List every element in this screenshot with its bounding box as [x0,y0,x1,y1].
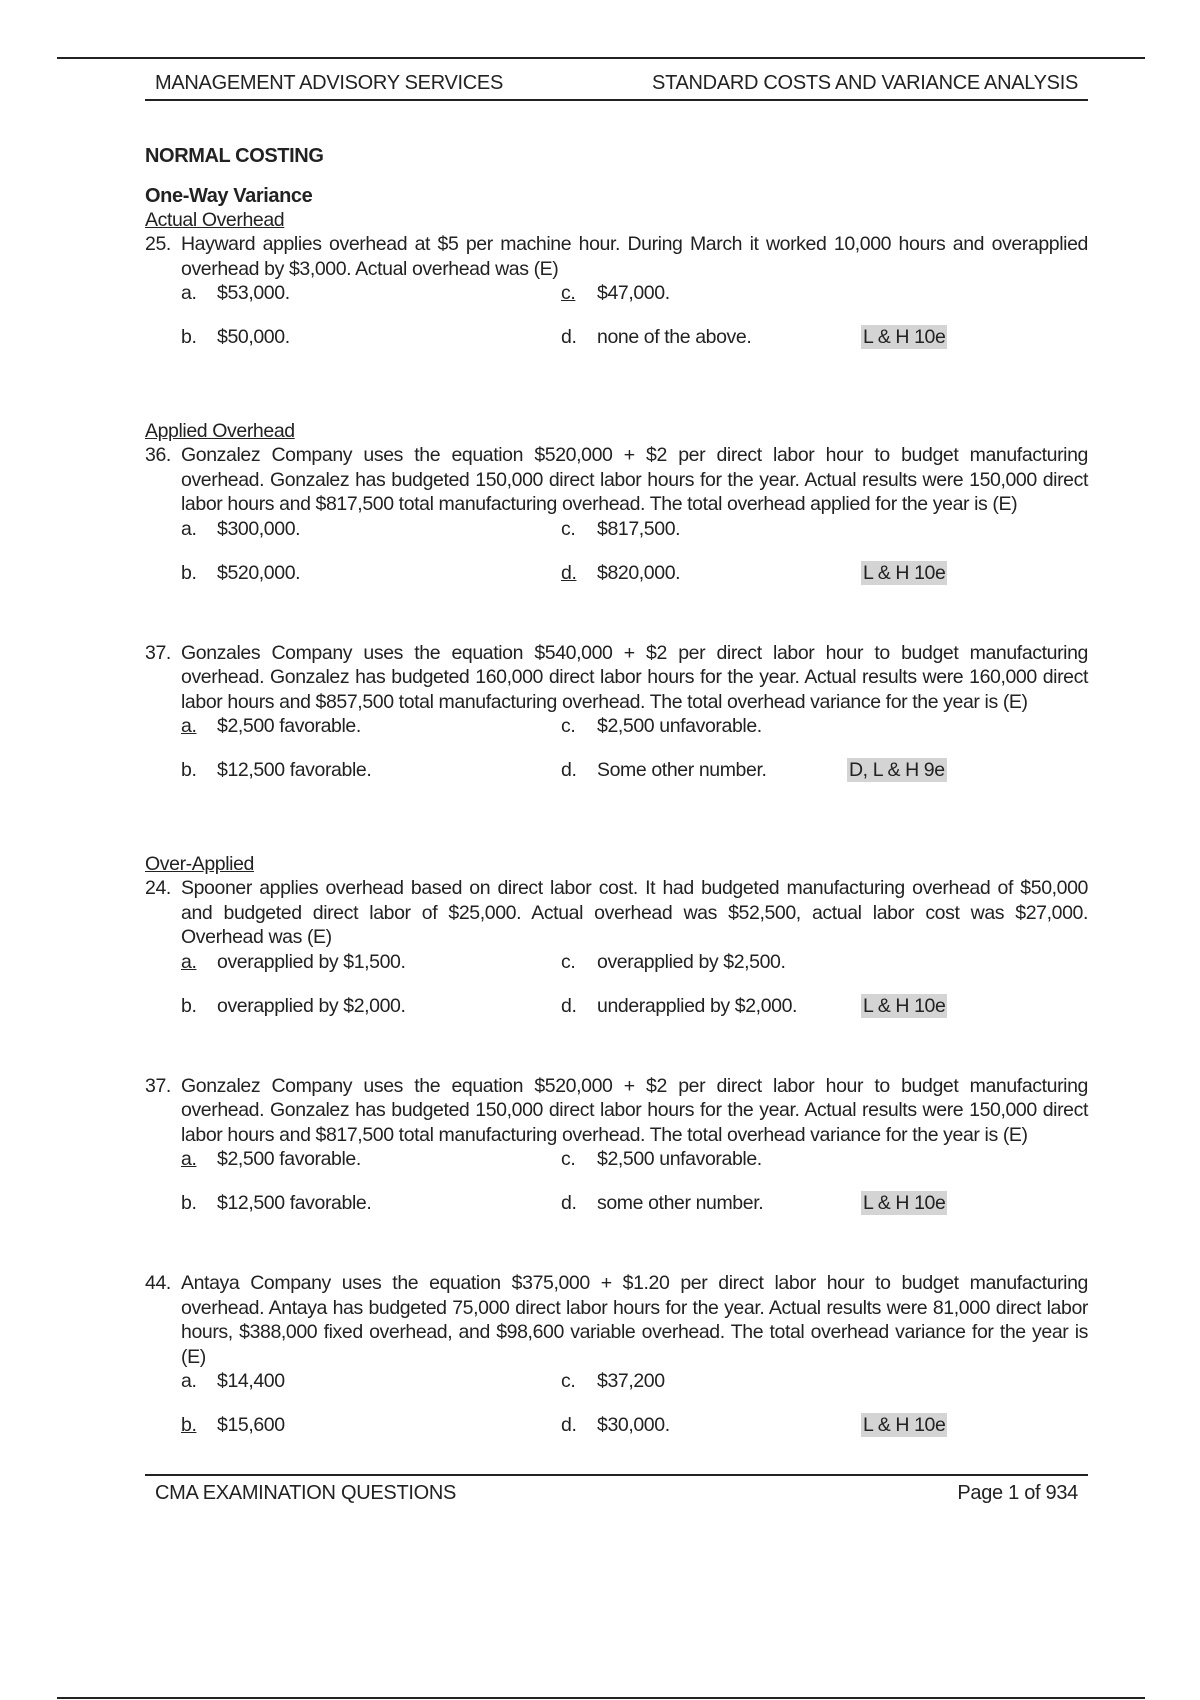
choice-text: $2,500 favorable. [217,1148,361,1170]
choice-a [181,281,561,305]
source-badge: D, L & H 9e [849,759,945,781]
choices [181,714,1088,782]
choice-letter: c. [561,1370,576,1392]
choice-letter: d. [561,326,577,348]
choice-text: underapplied by $2,000. [597,994,798,1017]
choice-letter-correct: b. [181,1414,197,1436]
page-header [145,72,1088,101]
choice-text: overapplied by $2,500. [597,950,786,973]
choice-letter: c. [561,715,576,737]
choice-b [181,1191,561,1215]
choice-text: none of the above. [597,326,752,348]
choices [181,1369,1088,1437]
choice-d [561,325,861,349]
question-text: Hayward applies overhead at $5 per machine hour. During March it worked 10,000 hours and overapplied overhead by $3,000. Actual overhead was (E) [181,233,1088,280]
choice-text: some other number. [597,1192,764,1214]
choice-b [181,1413,561,1437]
question-number: 37. [145,1074,171,1097]
choice-a [181,1369,561,1393]
topic-over-applied: Over-Applied [145,853,255,875]
question [145,232,1088,281]
choice-letter: a. [181,517,197,540]
choices [181,281,1088,349]
choice-letter: c. [561,517,576,540]
question [145,876,1088,950]
question-block [145,876,1088,1018]
bottom-rule [57,1697,1145,1699]
choice-text: $12,500 favorable. [217,1192,372,1214]
choice-letter: d. [561,994,577,1017]
choice-b [181,325,561,349]
choice-text: $820,000. [597,561,681,584]
question-text: Gonzalez Company uses the equation $520,000 + $2 per direct labor hour to budget manufacturing overhead. Gonzalez has budgeted 150,000 direct labor hours for the year. Actual results were 150,000 direct labor hours and $817,500 total manufacturing overhead. The total overhead applied for the year is (E) [181,444,1088,515]
choice-text: $47,000. [597,282,670,304]
choices [181,517,1088,585]
choice-letter-correct: d. [561,561,577,584]
choice-c [561,1147,861,1171]
choice-letter: c. [561,950,576,973]
choice-text: $520,000. [217,561,301,584]
choice-letter: d. [561,1414,577,1436]
choice-text: $2,500 favorable. [217,715,361,737]
choice-letter: b. [181,326,197,348]
choice-b [181,994,561,1018]
source-badge: L & H 10e [863,994,946,1017]
source-badge: L & H 10e [863,326,946,348]
choice-letter-correct: c. [561,282,576,304]
question-block [145,1074,1088,1216]
choice-letter: b. [181,994,197,1017]
choice-c [561,517,861,541]
choice-text: $50,000. [217,326,290,348]
choice-c [561,281,861,305]
choice-a [181,950,561,974]
choice-a [181,517,561,541]
question [145,443,1088,517]
choice-text: $2,500 unfavorable. [597,715,762,737]
choice-letter: a. [181,282,197,304]
page-content [145,145,1088,1437]
choice-text: $37,200 [597,1370,665,1392]
source-badge: L & H 10e [863,1414,946,1436]
question [145,1074,1088,1148]
question-text: Antaya Company uses the equation $375,000 + $1.20 per direct labor hour to budget manufacturing overhead. Antaya has budgeted 75,000 direct labor hours for the year. Actual results were 81,000 direct labor hours, $388,000 fixed overhead, and $98,600 variable overhead. The total overhead variance for the year is (E) [181,1272,1088,1368]
choice-text: $12,500 favorable. [217,759,372,781]
question [145,1271,1088,1369]
choice-c [561,714,861,738]
choice-d [561,561,861,585]
choice-letter-correct: a. [181,715,197,737]
choice-text: overapplied by $1,500. [217,950,406,973]
choice-text: overapplied by $2,000. [217,994,406,1017]
page-number: Page 1 of 934 [957,1482,1078,1504]
question-number: 44. [145,1272,171,1294]
choice-text: $14,400 [217,1370,285,1392]
topic-applied-overhead: Applied Overhead [145,420,295,442]
subsection-title: One-Way Variance [145,185,313,207]
choice-d [561,1191,861,1215]
choice-d [561,994,861,1018]
section-title: NORMAL COSTING [145,145,324,167]
source-badge: L & H 10e [863,561,946,584]
question-block [145,641,1088,783]
question-block [145,443,1088,585]
page-footer [145,1474,1088,1505]
choice-b [181,561,561,585]
choice-text: $2,500 unfavorable. [597,1148,762,1170]
choice-text: $15,600 [217,1414,285,1436]
choice-letter: b. [181,561,197,584]
question-number: 24. [145,877,171,899]
question-text: Spooner applies overhead based on direct labor cost. It had budgeted manufacturing overhead of $50,000 and budgeted direct labor of $25,000. Actual overhead was $52,500, actual labor cost was $27,000. Overhead was (E) [181,877,1088,948]
topic-actual-overhead: Actual Overhead [145,209,285,231]
question-number: 25. [145,233,171,255]
choices [181,1147,1088,1215]
header-left: MANAGEMENT ADVISORY SERVICES [155,72,504,94]
choice-letter-correct: a. [181,1148,197,1170]
choice-letter: a. [181,1370,197,1392]
top-rule [57,57,1145,59]
question-number: 36. [145,444,171,466]
header-right: STANDARD COSTS AND VARIANCE ANALYSIS [652,72,1078,94]
question-text: Gonzalez Company uses the equation $520,000 + $2 per direct labor hour to budget manufacturing overhead. Gonzalez has budgeted 150,000 direct labor hours for the year. Actual results were 150,000 direct labor hours and $817,500 total manufacturing overhead. The total overhead variance for the year is (E) [181,1074,1088,1146]
source-badge: L & H 10e [863,1192,946,1214]
choice-letter: d. [561,1192,577,1214]
choice-text: $30,000. [597,1414,670,1436]
question-text: Gonzales Company uses the equation $540,000 + $2 per direct labor hour to budget manufacturing overhead. Gonzalez has budgeted 160,000 direct labor hours for the year. Actual results were 160,000 direct labor hours and $857,500 total manufacturing overhead. The total overhead variance for the year is (E) [181,641,1088,713]
choice-text: $53,000. [217,282,290,304]
choice-b [181,758,561,782]
choice-text: Some other number. [597,759,767,781]
choice-letter: c. [561,1148,576,1170]
choice-text: $300,000. [217,517,301,540]
choice-c [561,950,861,974]
footer-left: CMA EXAMINATION QUESTIONS [155,1482,457,1504]
choice-letter: b. [181,759,197,781]
choice-a [181,714,561,738]
choice-text: $817,500. [597,517,681,540]
choice-d [561,758,861,782]
choice-letter: b. [181,1192,197,1214]
choice-a [181,1147,561,1171]
question [145,641,1088,715]
choice-d [561,1413,861,1437]
question-number: 37. [145,641,171,664]
choice-letter-correct: a. [181,950,197,973]
question-block [145,232,1088,349]
choice-letter: d. [561,759,577,781]
choices [181,950,1088,1018]
choice-c [561,1369,861,1393]
question-block [145,1271,1088,1437]
